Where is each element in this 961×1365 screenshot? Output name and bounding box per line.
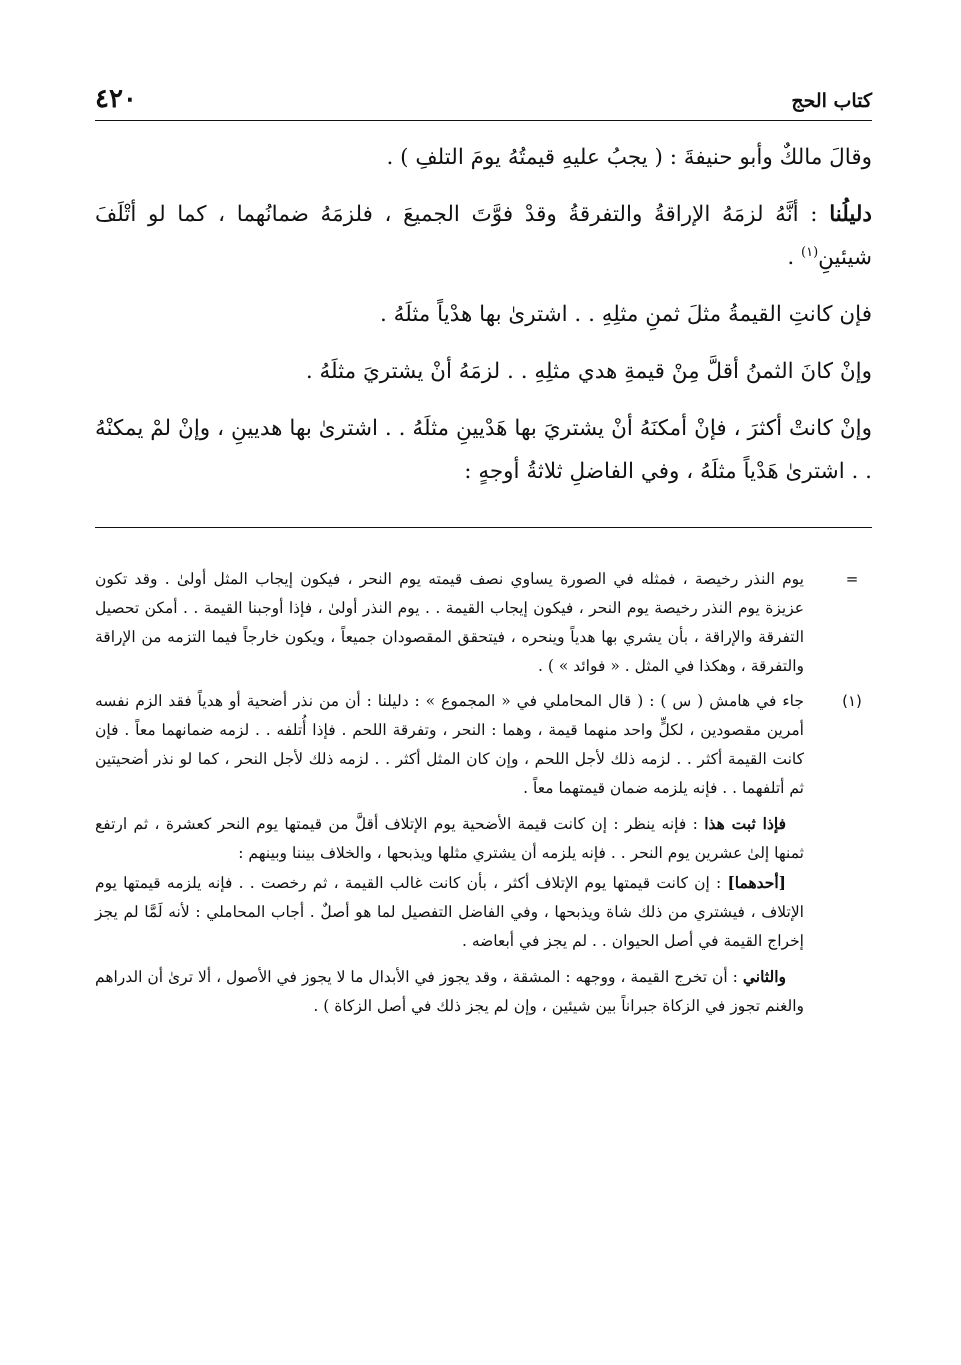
continuation-text: يوم النذر رخيصة ، فمثله في الصورة يساوي نصف قيمته يوم النحر ، فيكون إيجاب المثل أولىٰ . وقد تكون عزيزة يوم النذر رخيصة يوم النحر ، فيكون إيجاب القيمة . . يوم النذر أولىٰ ، فإذا أوجبنا القيمة . . أمكن تحصيل التفرقة والإراقة ، بأن يشري بها هدياً وينحره ، فيتحقق المقصودان جميعاً ، ويكون خارجاً فيما التزمه من الإراقة والتفرقة ، وهكذا في المثل . « فوائد » ) . [95, 570, 804, 675]
evidence-text: : أنَّهُ لزمَهُ الإراقةُ والتفرقةُ وقدْ فوَّتَ الجميعَ ، فلزمَهُ ضمانُهما ، كما لو أتْلَفَ شيئينِ [95, 202, 872, 270]
footnote-reference-1[interactable]: (١) [801, 244, 819, 260]
main-paragraph-5: وإنْ كانتْ أكثرَ ، فإنْ أمكنَهُ أنْ يشتريَ بها هَدْيينِ مثلَهُ . . اشترىٰ بها هديينِ ، وإنْ لمْ يمكنْهُ . . اشترىٰ هَدْياً مثلَهُ ، وفي الفاضلِ ثلاثةُ أوجهٍ : [95, 416, 872, 484]
paragraph-2-lead: فإذا ثبت هذا [704, 814, 786, 833]
main-text [95, 136, 872, 493]
main-paragraph-4: وإنْ كانَ الثمنُ أقلَّ مِنْ قيمةِ هدي مثلِهِ . . لزمَهُ أنْ يشتريَ مثلَهُ . [305, 359, 872, 384]
running-title: كتاب الحج [791, 90, 872, 112]
footnote-1-paragraph-4 [95, 962, 872, 1021]
page-number: ٤٢٠ [95, 84, 137, 114]
paragraph-2-text: : فإنه ينظر : إن كانت قيمة الأضحية يوم الإتلاف أقلَّ من قيمتها يوم النحر كعشرة ، ثم ارتفع ثمنها إلىٰ عشرين يوم النحر . . فإنه يلزمه أن يشتري مثلها ويذبحها ، والخلاف بيننا وبينهم : [95, 815, 804, 862]
footnote-1 [95, 687, 872, 803]
footnote-continuation [95, 565, 872, 681]
footnote-1-text: جاء في هامش ( س ) : ( قال المحاملي في « المجموع » : دليلنا : أن من نذر أضحية أو هدياً فقد الزم نفسه أمرين مقصودين ، لكلٍّ واحد منهما قيمة ، وهما : النحر ، وتفرقة اللحم . فإذا أُتلفه . . لزمه ضمانهما معاً . فإن كانت القيمة أكثر . . لزمه ذلك لأجل اللحم ، وإن كان المثل أكثر . . لزمه ذلك لأجل النحر ، كما لو نذر أضحيتين ثم أتلفهما . . فإنه يلزمه ضمان قيمتهما معاً . [95, 692, 804, 797]
paragraph-3-text: : إن كانت قيمتها يوم الإتلاف أكثر ، بأن كانت غالب القيمة ، ثم رخصت . . فإنه يلزمه قيمتها يوم الإتلاف ، فيشتري من ذلك شاة ويذبحها ، وفي الفاضل التفصيل لما هو أصلٌ . أجاب المحاملي : لأنه لَمَّا لم يجز إخراج القيمة في أصل الحيوان . . لم يجز في أبعاضه . [95, 874, 804, 950]
evidence-lead: دليلُنا [829, 202, 872, 227]
continuation-marker: = [845, 570, 859, 588]
paragraph-3-lead: [أحدهما] [727, 873, 787, 892]
footnote-1-marker: (١) [842, 692, 862, 710]
footnote-1-paragraph-2 [95, 809, 872, 868]
paragraph-4-text: : أن تخرج القيمة ، ووجهه : المشقة ، وقد يجوز في الأبدال ما لا يجوز في الأصول ، ألا ترىٰ أن الدراهم والغنم تجوز في الزكاة جبراناً بين شيئين ، وإن لم يجز ذلك في أصل الزكاة ) . [95, 968, 804, 1015]
main-paragraph-2 [95, 193, 872, 279]
footnotes-section [95, 565, 872, 1021]
paragraph-4-lead: والثاني [742, 967, 786, 986]
main-paragraph-1: وقالَ مالكٌ وأبو حنيفةَ : ( يجبُ عليهِ قيمتُهُ يومَ التلفِ ) . [386, 145, 872, 170]
page-header [95, 84, 872, 121]
evidence-end: . [787, 245, 801, 270]
footnote-separator [95, 527, 872, 528]
footnote-1-paragraph-3 [95, 868, 872, 956]
main-paragraph-3: فإن كانتِ القيمةُ مثلَ ثمنِ مثلِهِ . . اشترىٰ بها هدْياً مثلَهُ . [380, 302, 872, 327]
